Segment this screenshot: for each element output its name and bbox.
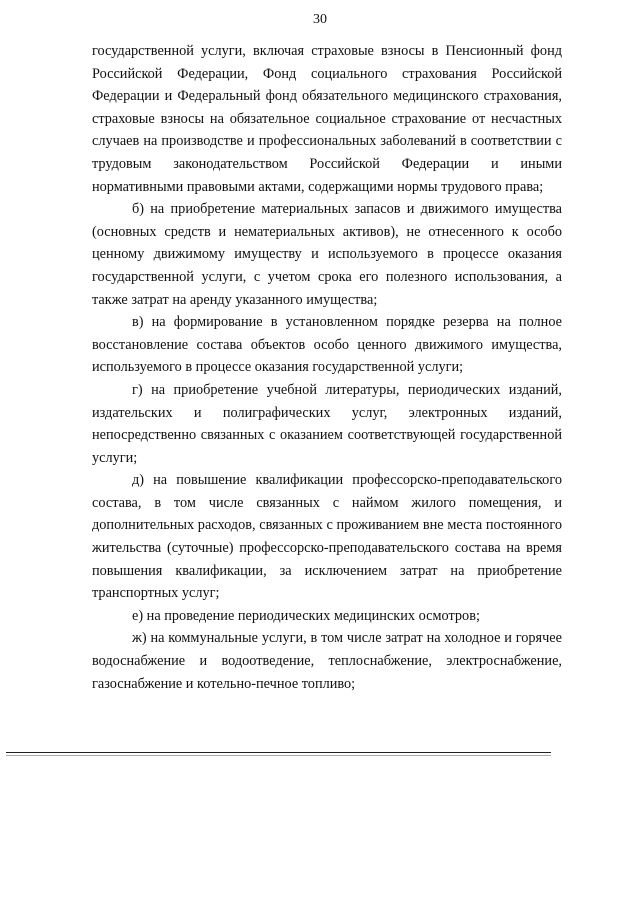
paragraph-continuation: государственной услуги, включая страховые взносы в Пенсионный фонд Российской Федерации, Фонд социального страхования Российской Федерации и Федеральный фонд обязательного медицинского страхования, страховые взносы на обязательное социальное страхование от несчастных случаев на производстве и профессиональных заболеваний в соответствии с трудовым законодательством Российской Федерации и иными нормативными правовыми актами, содержащими нормы трудового права; — [92, 43, 562, 195]
paragraph-item-b: б) на приобретение материальных запасов и движимого имущества (основных средств и нематериальных активов), не отнесенного к особо ценному движимому имуществу и используемого в процессе оказания государственной услуги, с учетом срока его полезного использования, а также затрат на аренду указанного имущества; — [92, 201, 562, 308]
page-number: 30 — [313, 12, 327, 27]
paragraph-item-g: г) на приобретение учебной литературы, периодических изданий, издательских и полиграфических услуг, электронных изданий, непосредственно связанных с оказанием соответствующей государственной услуги; — [92, 381, 562, 466]
document-body — [92, 40, 562, 695]
paragraph-item-d: д) на повышение квалификации профессорско-преподавательского состава, в том числе связанных с наймом жилого помещения, и дополнительных расходов, связанных с проживанием вне места постоянного жительства (суточные) профессорско-преподавательского состава на время повышения квалификации, за исключением затрат на приобретение транспортных услуг; — [92, 472, 562, 602]
footer-divider — [6, 752, 551, 753]
paragraph-item-zh: ж) на коммунальные услуги, в том числе затрат на холодное и горячее водоснабжение и водоотведение, теплоснабжение, электроснабжение, газоснабжение и котельно-печное топливо; — [92, 630, 562, 692]
paragraph-item-v: в) на формирование в установленном порядке резерва на полное восстановление состава объектов особо ценного движимого имущества, используемого в процессе оказания государственной услуги; — [92, 314, 562, 376]
paragraph-item-e: е) на проведение периодических медицинских осмотров; — [132, 607, 480, 624]
footer-divider-shadow — [6, 755, 551, 756]
